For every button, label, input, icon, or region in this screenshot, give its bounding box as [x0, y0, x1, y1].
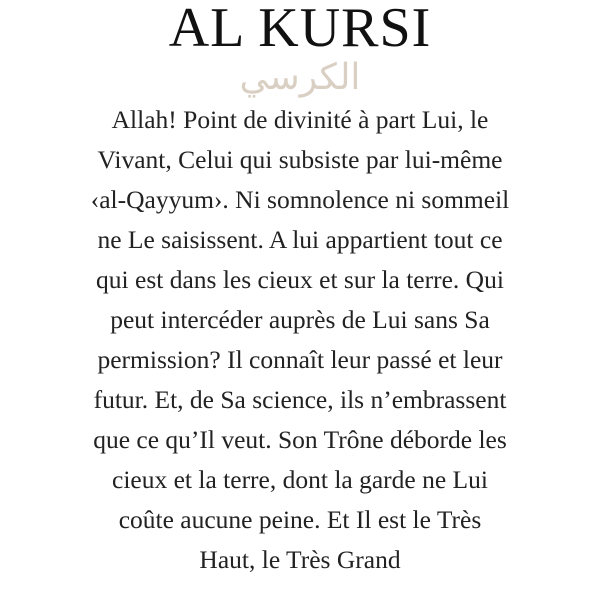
- verse-line: cieux et la terre, dont la garde ne Lui: [112, 465, 488, 494]
- verse-line: qui est dans les cieux et sur la terre. Qui: [96, 265, 504, 294]
- verse-text: [40, 100, 560, 580]
- verse-line: coûte aucune peine. Et Il est le Très: [118, 505, 482, 534]
- verse-line: ne Le saisissent. A lui appartient tout ce: [97, 225, 503, 254]
- verse-line: permission? Il connaît leur passé et leur: [97, 345, 503, 374]
- verse-line: Allah! Point de divinité à part Lui, le: [111, 105, 489, 134]
- verse-line: peut intercéder auprès de Lui sans Sa: [110, 305, 490, 334]
- verse-line: ‹al-Qayyum›. Ni somnolence ni sommeil: [90, 185, 510, 214]
- page-title: AL KURSI: [168, 0, 432, 59]
- verse-line: Haut, le Très Grand: [199, 545, 401, 574]
- verse-line: que ce qu’Il veut. Son Trône déborde les: [93, 425, 507, 454]
- verse-line: Vivant, Celui qui subsiste par lui-même: [97, 145, 503, 174]
- arabic-calligraphy-title: الكرسي: [239, 57, 361, 98]
- verse-line: futur. Et, de Sa science, ils n’embrassent: [93, 385, 507, 414]
